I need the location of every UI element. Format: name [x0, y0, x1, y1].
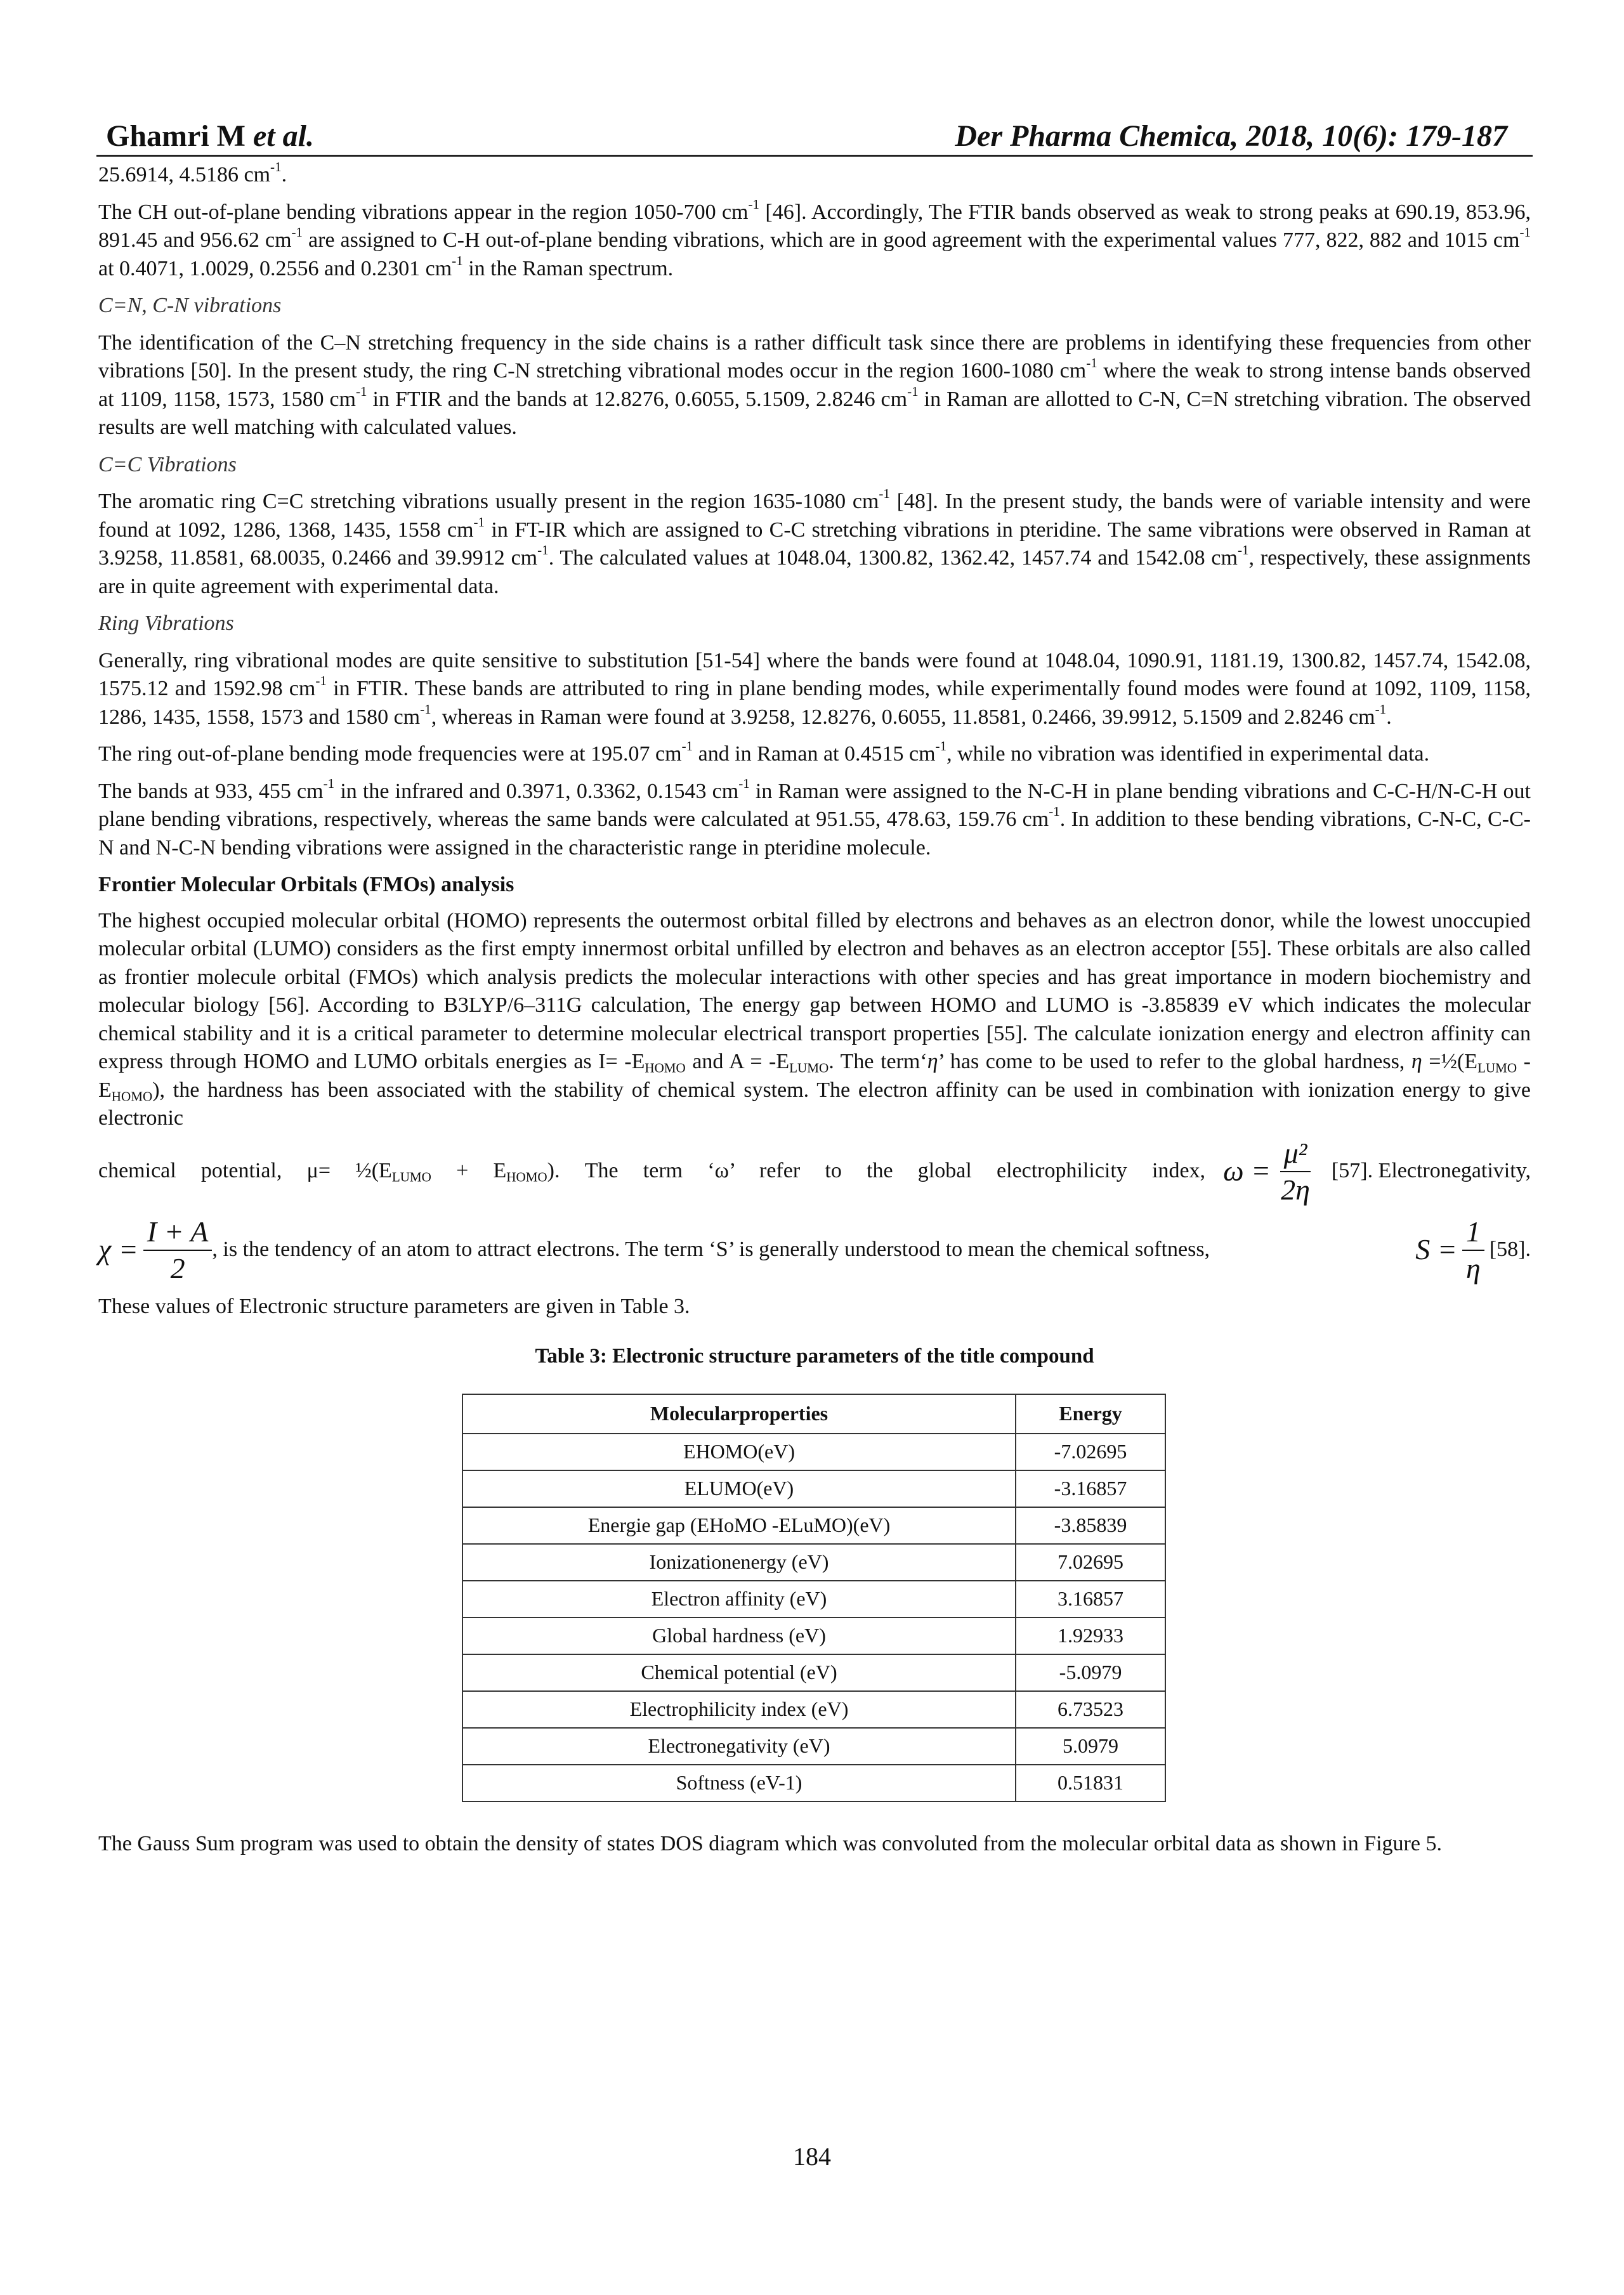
equation-line-electronegativity	[98, 1214, 1531, 1286]
table-cell: 1.92933	[1016, 1618, 1165, 1654]
paragraph-continuation: 25.6914, 4.5186 $cm^{-1}$.	[98, 159, 287, 186]
subheading-cn-vibrations: C=N, C-N vibrations	[98, 294, 282, 317]
table-row	[462, 1544, 1165, 1581]
table-header-cell: Energy	[1016, 1394, 1165, 1434]
table-cell: ELUMO(eV)	[462, 1470, 1016, 1507]
table-cell: -5.0979	[1016, 1654, 1165, 1691]
table-cell: 3.16857	[1016, 1581, 1165, 1618]
subheading-cc-vibrations: C=C Vibrations	[98, 452, 237, 476]
table-header-cell: Molecularproperties	[462, 1394, 1016, 1434]
table-cell: Chemical potential (eV)	[462, 1654, 1016, 1691]
table-cell: Global hardness (eV)	[462, 1618, 1016, 1654]
paragraph-cn-vibrations: The identification of the C–N stretching frequency in the side chains is a rather difficult task since there are problems in identifying these frequencies from other vibrations [50]. In the present study, the ring C-N stretching vibrational modes occur in the region 1600-1080 $cm^{-1}$ where the weak to strong intense bands observed at 1109, 1158, 1573, 1580 $cm^{-1}$ in FTIR and the bands at 12.8276, 0.6055, 5.1509, 2.8246 $cm^{-1}$ in Raman are allotted to C-N, C=N stretching vibration. The observed results are well matching with calculated values.	[98, 330, 1531, 439]
author-name: Ghamri M	[106, 119, 246, 153]
table-row	[462, 1691, 1165, 1728]
running-header	[96, 113, 1533, 157]
electronegativity-formula: $\frac{I + A}{2}$	[143, 1214, 213, 1286]
table-row	[462, 1434, 1165, 1470]
table-row	[462, 1728, 1165, 1765]
table-cell: 6.73523	[1016, 1691, 1165, 1728]
table-row	[462, 1618, 1165, 1654]
table-cell: 0.51831	[1016, 1765, 1165, 1801]
table-cell: 7.02695	[1016, 1544, 1165, 1581]
paragraph-ring-vibrations: Generally, ring vibrational modes are quite sensitive to substitution [51-54] where the bands were found at 1048.04, 1090.91, 1181.19, 1300.82, 1457.74, 1542.08, 1575.12 and 1592.98 $cm^{-1}$ in FTIR. These bands are attributed to ring in plane bending modes, while experimentally found modes were found at 1092, 1109, 1158, 1286, 1435, 1558, 1573 and 1580 $cm^{-1}$, whereas in Raman were found at 3.9258, 12.8276, 0.6055, 11.8581, 0.2466, 39.9912, 5.1509 and 2.8246 $cm^{-1}$.	[98, 648, 1531, 729]
table-cell: Electron affinity (eV)	[462, 1581, 1016, 1618]
electronegativity-lead: [57]. Electronegativity,	[1331, 1159, 1531, 1183]
table-cell: Ionizationenergy (eV)	[462, 1544, 1016, 1581]
paragraph-ring-out-of-plane: The ring out-of-plane bending mode frequencies were at 195.07 $cm^{-1}$ and in Raman at 0.4515 $cm^{-1}$, while no vibration was identified in experimental data.	[98, 738, 1430, 766]
header-author	[106, 119, 314, 154]
article-body	[98, 161, 1531, 1867]
section-heading-fmo: Frontier Molecular Orbitals (FMOs) analysis	[98, 873, 514, 896]
author-suffix: et al.	[252, 119, 314, 153]
table-caption: Table 3: Electronic structure parameters of the title compound	[535, 1345, 1094, 1368]
table-cell: 5.0979	[1016, 1728, 1165, 1765]
subheading-ring-vibrations: Ring Vibrations	[98, 611, 234, 635]
softness-formula: $\frac{1}{\eta}$	[1462, 1214, 1484, 1286]
table-cell: Electrophilicity index (eV)	[462, 1691, 1016, 1728]
table-cell: Electronegativity (eV)	[462, 1728, 1016, 1765]
electrophilicity-formula: $\frac{\text{μ²}}{2\eta}$	[1281, 1136, 1310, 1206]
paragraph-cc-vibrations: The aromatic ring C=C stretching vibrations usually present in the region 1635-1080 $cm^{-1}$ [48]. In the present study, the bands were of variable intensity and were found at 1092, 1286, 1368, 1435, 1558 $cm^{-1}$ in FT-IR which are assigned to C-C stretching vibrations in pteridine. The same vibrations were observed in Raman at 3.9258, 11.8581, 68.0035, 0.2466 and 39.9912 $cm^{-1}$. The calculated values at 1048.04, 1300.82, 1362.42, 1457.74 and 1542.08 $cm^{-1}$, respectively, these assignments are in quite agreement with experimental data.	[98, 486, 1531, 598]
table-cell: -7.02695	[1016, 1434, 1165, 1470]
paragraph-bending-bands: The bands at 933, 455 $cm^{-1}$ in the infrared and 0.3971, 0.3362, 0.1543 $cm^{-1}$ in Raman were assigned to the N-C-H in plane bending vibrations and C-C-H/N-C-H out plane bending vibrations, respectively, whereas the same bands were calculated at 951.55, 478.63, 159.76 $cm^{-1}$. In addition to these bending vibrations, C-N-C, C-C-N and N-C-N bending vibrations were assigned in the characteristic range in pteridine molecule.	[98, 775, 1531, 860]
table-row	[462, 1470, 1165, 1507]
table-cell: Softness (eV-1)	[462, 1765, 1016, 1801]
chi-symbol: χ =	[98, 1233, 138, 1266]
table-cell: -3.16857	[1016, 1470, 1165, 1507]
softness-citation: [58].	[1489, 1238, 1531, 1262]
table-row	[462, 1507, 1165, 1544]
header-journal: Der Pharma Chemica, 2018, 10(6): 179-187	[955, 119, 1507, 153]
softness-text: , is the tendency of an atom to attract electrons. The term ‘S’ is generally understood to mean the chemical softness,	[212, 1238, 1210, 1262]
paragraph-ch-bending: The CH out-of-plane bending vibrations appear in the region 1050-700 $cm^{-1}$ [46]. Accordingly, The FTIR bands observed as weak to strong peaks at 690.19, 853.96, 891.45 and 956.62 $cm^{-1}$ are assigned to C-H out-of-plane bending vibrations, which are in good agreement with the experimental values 777, 822, 882 and 1015 $cm^{-1}$ at 0.4071, 1.0029, 0.2556 and 0.2301 $cm^{-1}$ in the Raman spectrum.	[98, 196, 1531, 280]
equation-line-electrophilicity	[98, 1135, 1531, 1208]
paragraph-table-intro: These values of Electronic structure parameters are given in Table 3.	[98, 1294, 690, 1318]
table-cell: EHOMO(eV)	[462, 1434, 1016, 1470]
table-row	[462, 1581, 1165, 1618]
paragraph-fmo: The highest occupied molecular orbital (HOMO) represents the outermost orbital filled by electrons and behaves as an electron donor, while the lowest unoccupied molecular orbital (LUMO) considers as the first empty innermost orbital unfilled by electron and behaves as an electron acceptor [55]. These orbitals are also called as frontier molecule orbital (FMOs) which analysis predicts the molecular interactions with other species and has great importance in modern biochemistry and molecular biology [56]. According to B3LYP/6–311G calculation, The energy gap between HOMO and LUMO is -3.85839 eV which indicates the molecular chemical stability and it is a critical parameter to determine molecular electrical transport properties [55]. The calculate ionization energy and electron affinity can express through HOMO and LUMO orbitals energies as $I= -E_{HOMO}$ and $A = -E_{LUMO}$. The term‘η’ has come to be used to refer to the global hardness, $\eta =\frac{1}{2}(E_{LUMO} - E_{HOMO})$, the hardness has been associated with the stability of chemical system. The electron affinity can be used in combination with ionization energy to give electronic	[98, 908, 1531, 1130]
table-cell: -3.85839	[1016, 1507, 1165, 1544]
page-number: 184	[793, 2142, 831, 2171]
omega-symbol: ω =	[1223, 1154, 1271, 1187]
softness-symbol: S =	[1415, 1233, 1457, 1266]
table-row	[462, 1765, 1165, 1801]
table-header-row	[462, 1394, 1165, 1434]
chem-potential-text: chemical potential, $\mu= \frac{1}{2}(E_{LUMO} + E_{HOMO})$. The term ‘ω’ refer to the global electrophilicity index,	[98, 1159, 1206, 1185]
table-cell: Energie gap (EHoMO -ELuMO)(eV)	[462, 1507, 1016, 1544]
paragraph-dos: The Gauss Sum program was used to obtain the density of states DOS diagram which was convoluted from the molecular orbital data as shown in Figure 5.	[98, 1831, 1442, 1855]
electronic-parameters-table	[462, 1394, 1166, 1802]
table-row	[462, 1654, 1165, 1691]
